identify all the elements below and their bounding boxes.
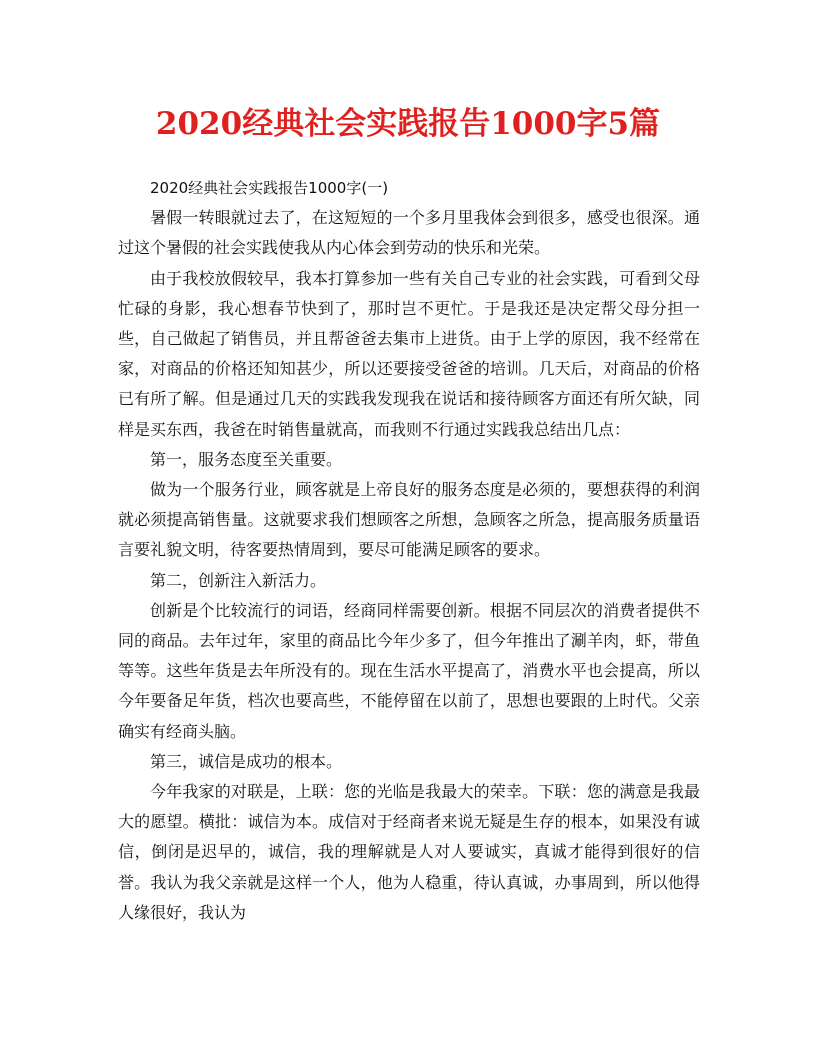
document-body [118,173,700,928]
section-subtitle: 2020经典社会实践报告1000字(一) [150,179,389,197]
paragraph: 暑假一转眼就过去了，在这短短的一个多月里我体会到很多，感受也很深。通过这个暑假的社会实践使我从内心体会到劳动的快乐和光荣。 [118,208,700,258]
paragraph: 做为一个服务行业，顾客就是上帝良好的服务态度是必须的，要想获得的利润就必须提高销售量。这就要求我们想顾客之所想，急顾客之所急，提高服务质量语言要礼貌文明，待客要热情周到，要尽可能满足顾客的要求。 [118,480,700,560]
paragraph: 今年我家的对联是，上联：您的光临是我最大的荣幸。下联：您的满意是我最大的愿望。横批：诚信为本。成信对于经商者来说无疑是生存的根本，如果没有诚信，倒闭是迟早的，诚信，我的理解就是人对人要诚实，真诚才能得到很好的信誉。我认为我父亲就是这样一个人，他为人稳重，待认真诚，办事周到，所以他得人缘很好，我认为 [118,782,700,922]
document-title: 2020经典社会实践报告1000字5篇 [155,106,661,142]
section-heading: 第一，服务态度至关重要。 [150,449,343,469]
paragraph: 由于我校放假较早，我本打算参加一些有关自己专业的社会实践，可看到父母忙碌的身影，我心想春节快到了，那时岂不更忙。于是我还是决定帮父母分担一些，自己做起了销售员，并且帮爸爸去集市上进货。由于上学的原因，我不经常在家，对商品的价格还知知甚少，所以还要接受爸爸的培训。几天后，对商品的价格已有所了解。但是通过几天的实践我发现我在说话和接待顾客方面还有所欠缺，同样是买东西，我爸在时销售量就高，而我则不行通过实践我总结出几点： [118,268,700,439]
paragraph: 创新是个比较流行的词语，经商同样需要创新。根据不同层次的消费者提供不同的商品。去年过年，家里的商品比今年少多了，但今年推出了涮羊肉，虾，带鱼等等。这些年货是去年所没有的。现在生活水平提高了，消费水平也会提高，所以今年要备足年货，档次也要高些，不能停留在以前了，思想也要跟的上时代。父亲确实有经商头脑。 [118,600,700,741]
section-heading: 第二，创新注入新活力。 [150,570,327,590]
section-heading: 第三，诚信是成功的根本。 [150,751,343,771]
